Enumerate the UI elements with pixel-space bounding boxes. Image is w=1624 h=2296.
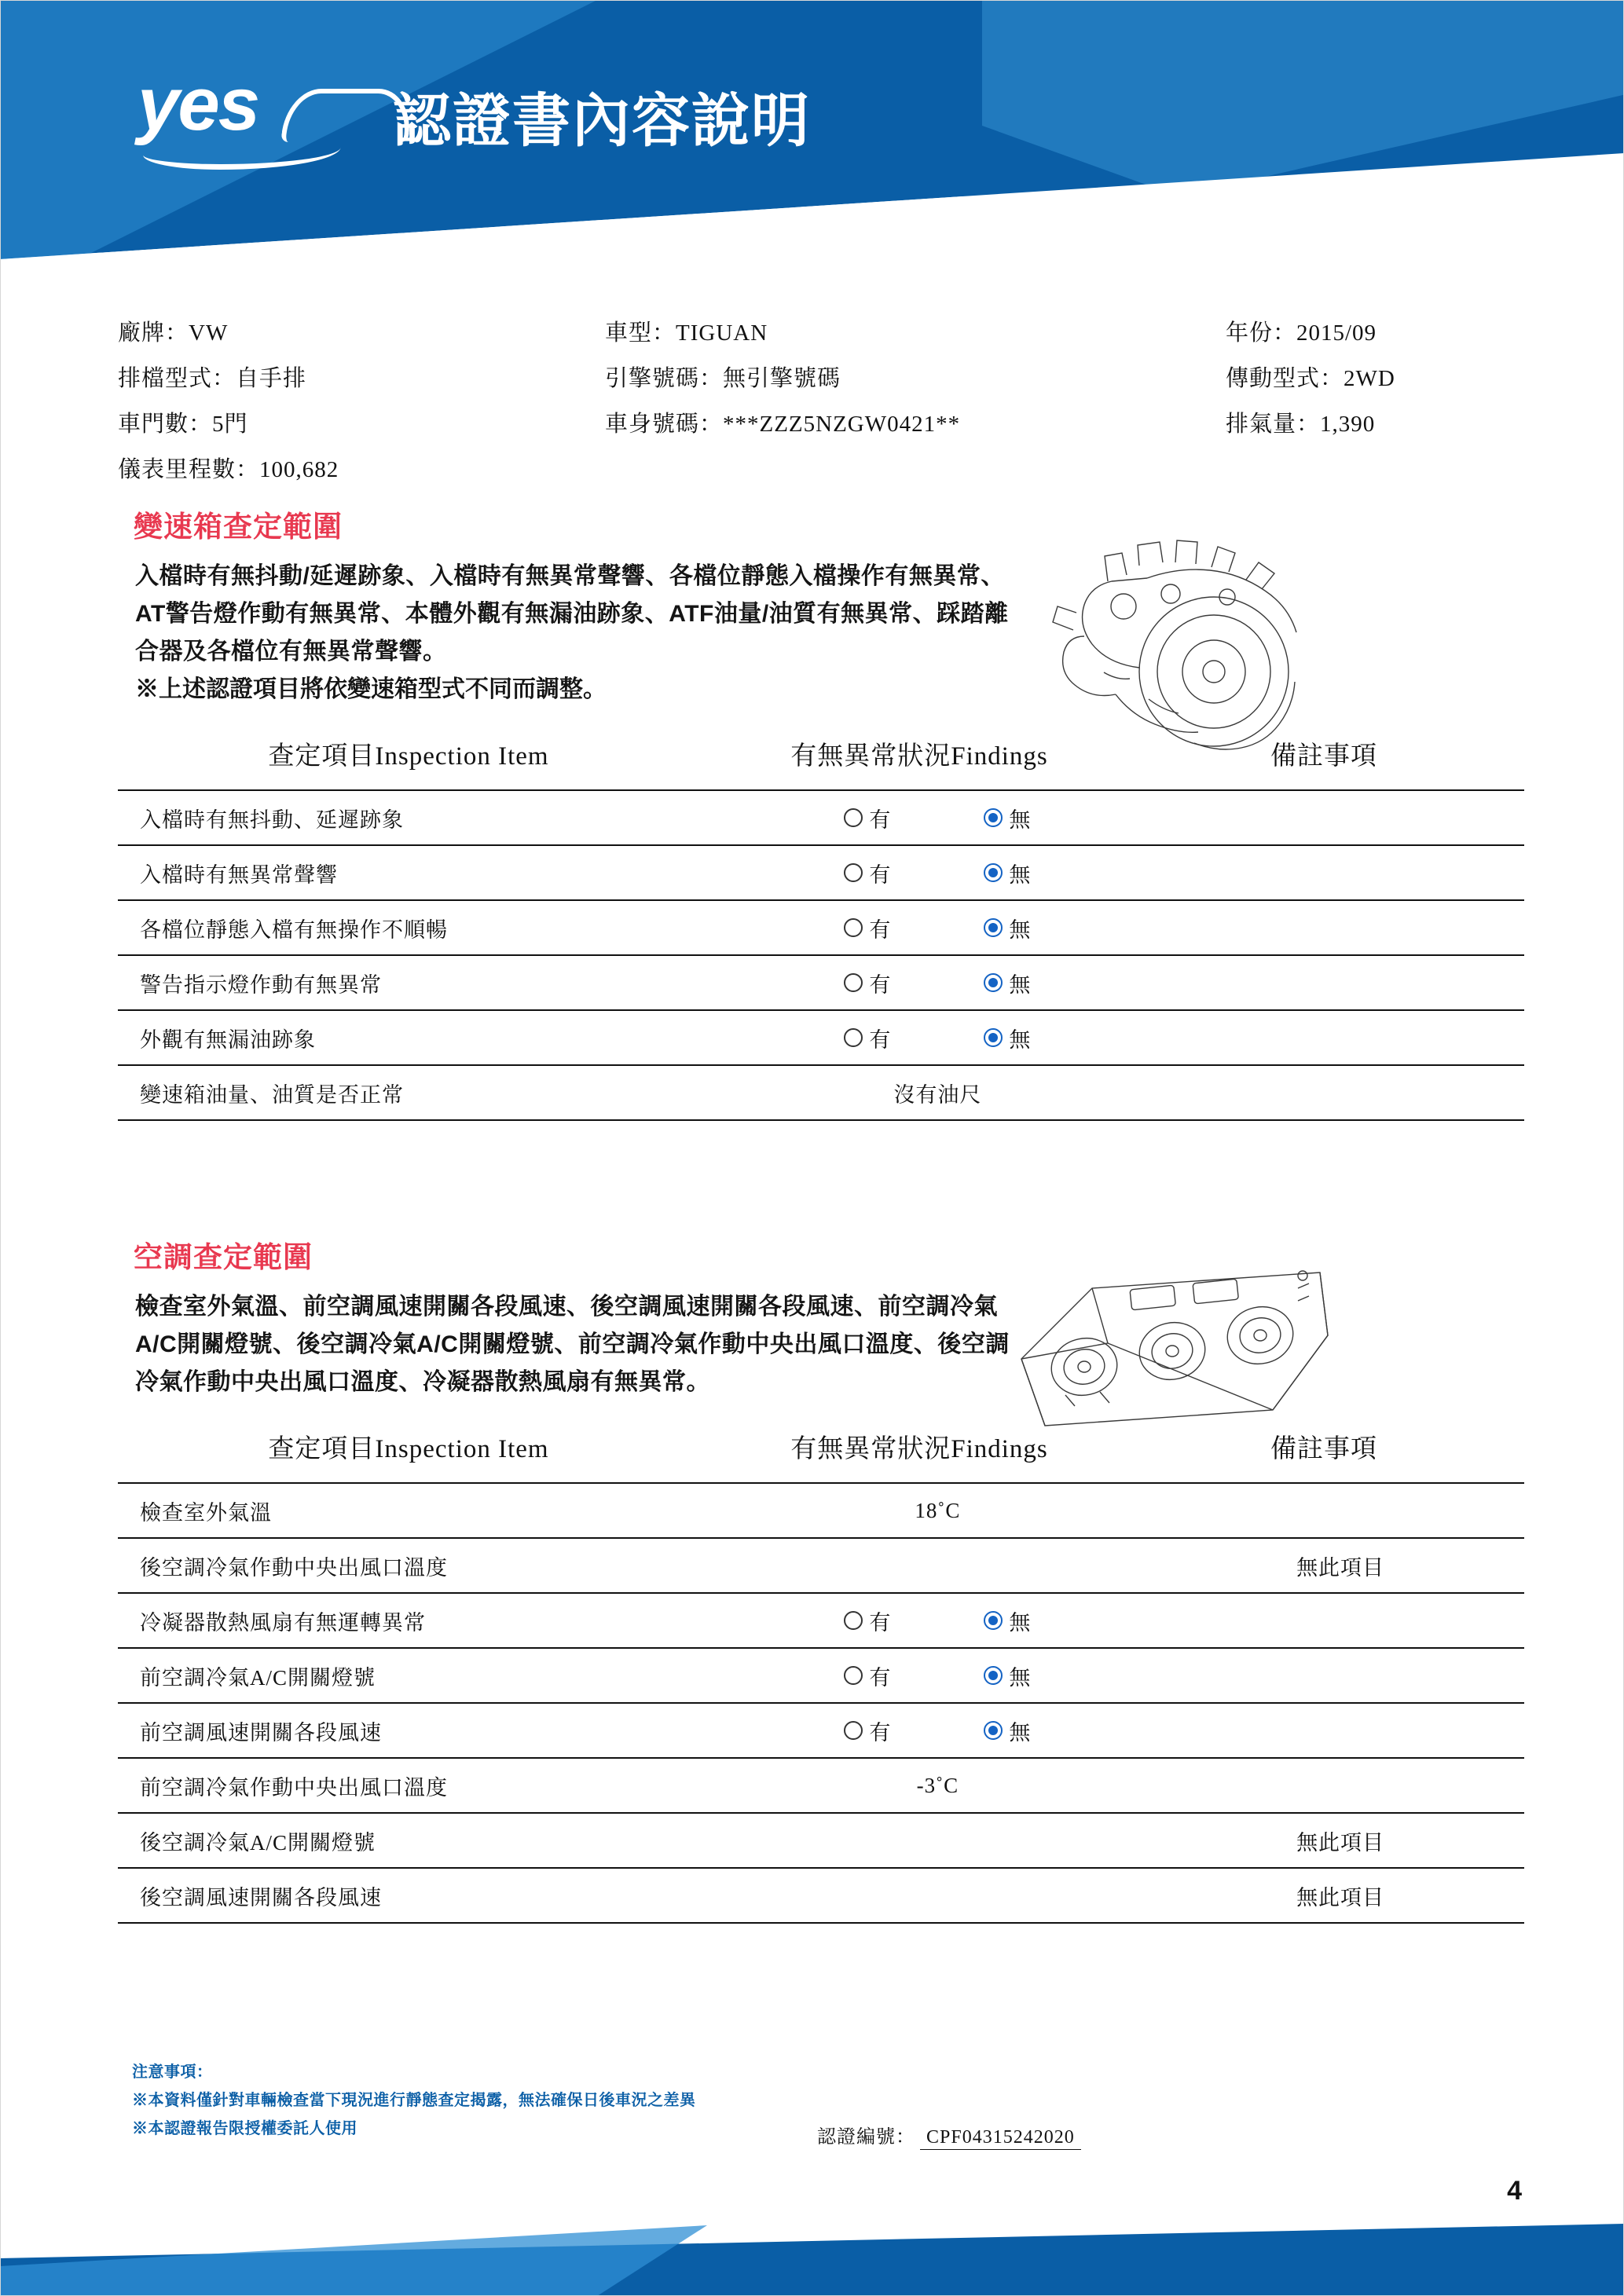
row-remark: 無此項目 <box>1296 1830 1385 1855</box>
radio-icon-yes[interactable] <box>844 973 863 992</box>
radio-icon-yes[interactable] <box>844 1721 863 1740</box>
table-row <box>118 1702 1524 1757</box>
page-header <box>0 0 1624 283</box>
radio-option-yes[interactable] <box>844 1661 891 1691</box>
radio-option-no[interactable] <box>984 803 1031 833</box>
certificate-number-label: 認證編號： <box>817 2127 915 2148</box>
vehicle-doors: 車門數：5門 <box>118 412 248 437</box>
radio-option-no[interactable] <box>984 1661 1031 1691</box>
section-air-conditioning <box>118 1233 1524 1924</box>
table-row <box>118 1592 1524 1647</box>
section-transmission <box>118 503 1524 1121</box>
vehicle-displacement: 排氣量：1,390 <box>1226 412 1376 437</box>
footer-note-2: ※本認證報告限授權委託人使用 <box>132 2120 357 2137</box>
radio-option-no[interactable] <box>984 968 1031 998</box>
footer-notes <box>132 2058 696 2143</box>
radio-option-yes[interactable] <box>844 858 891 888</box>
radio-label-yes: 有 <box>869 807 892 832</box>
row-item-label: 警告指示燈作動有無異常 <box>140 972 382 997</box>
radio-option-no[interactable] <box>984 913 1031 943</box>
column-header-remark: 備註事項 <box>1270 1435 1377 1463</box>
radio-label-no: 無 <box>1009 1027 1032 1052</box>
table-row <box>118 899 1524 954</box>
radio-label-no: 無 <box>1009 807 1032 832</box>
row-item-label: 入檔時有無抖動、延遲跡象 <box>140 807 404 832</box>
row-item-label: 前空調冷氣作動中央出風口溫度 <box>140 1775 448 1800</box>
vehicle-drive-type: 傳動型式：2WD <box>1226 366 1395 391</box>
radio-label-yes: 有 <box>869 917 892 942</box>
row-findings <box>719 803 1157 833</box>
section-title: 變速箱查定範圍 <box>134 511 343 543</box>
row-findings <box>719 1661 1157 1691</box>
vehicle-info-row <box>118 310 1524 356</box>
radio-option-yes[interactable] <box>844 968 891 998</box>
radio-option-yes[interactable] <box>844 913 891 943</box>
vehicle-info <box>118 310 1524 493</box>
radio-label-yes: 有 <box>869 862 892 887</box>
certificate-number-value: CPF04315242020 <box>920 2127 1081 2150</box>
vehicle-info-row <box>118 356 1524 401</box>
table-row <box>118 1757 1524 1812</box>
row-item-label: 前空調風速開關各段風速 <box>140 1720 382 1745</box>
column-header-findings: 有無異常狀況Findings <box>790 1435 1048 1463</box>
radio-icon-no[interactable] <box>984 1611 1003 1630</box>
table-row <box>118 1647 1524 1702</box>
vehicle-info-row <box>118 447 1524 493</box>
section-note: ※上述認證項目將依變速箱型式不同而調整。 <box>135 676 607 702</box>
radio-option-no[interactable] <box>984 858 1031 888</box>
radio-icon-no[interactable] <box>984 973 1003 992</box>
radio-option-yes[interactable] <box>844 1606 891 1636</box>
radio-icon-no[interactable] <box>984 863 1003 882</box>
table-row <box>118 789 1524 844</box>
table-row <box>118 1482 1524 1537</box>
table-row <box>118 1812 1524 1867</box>
row-item-label: 檢查室外氣溫 <box>140 1500 272 1525</box>
column-header-findings: 有無異常狀況Findings <box>790 742 1048 771</box>
vehicle-odometer: 儀表里程數：100,682 <box>118 457 339 482</box>
row-remark: 無此項目 <box>1296 1885 1385 1910</box>
vehicle-brand: 廠牌：VW <box>118 320 229 346</box>
radio-label-yes: 有 <box>869 1720 892 1745</box>
table-row <box>118 1064 1524 1121</box>
row-findings-text: 18˚C <box>915 1498 961 1522</box>
page-title: 認證書內容說明 <box>393 88 811 153</box>
certificate-number <box>817 2121 1081 2148</box>
row-findings-text: 沒有油尺 <box>893 1082 982 1107</box>
row-item-label: 冷凝器散熱風扇有無運轉異常 <box>140 1610 426 1635</box>
radio-icon-no[interactable] <box>984 1721 1003 1740</box>
page-number: 4 <box>1507 2176 1522 2206</box>
row-findings <box>719 858 1157 888</box>
radio-option-yes[interactable] <box>844 1023 891 1053</box>
radio-label-no: 無 <box>1009 972 1032 997</box>
radio-icon-yes[interactable] <box>844 808 863 827</box>
radio-option-no[interactable] <box>984 1023 1031 1053</box>
table-row <box>118 1537 1524 1592</box>
radio-icon-yes[interactable] <box>844 1028 863 1047</box>
vehicle-transmission-type: 排檔型式：自手排 <box>118 366 307 391</box>
row-item-label: 後空調冷氣A/C開關燈號 <box>140 1830 376 1855</box>
radio-label-yes: 有 <box>869 972 892 997</box>
row-item-label: 入檔時有無異常聲響 <box>140 862 338 887</box>
radio-icon-no[interactable] <box>984 808 1003 827</box>
footer-note-1: ※本資料僅針對車輛檢查當下現況進行靜態查定揭露，無法確保日後車況之差異 <box>132 2092 696 2109</box>
radio-icon-no[interactable] <box>984 1028 1003 1047</box>
row-findings <box>719 1023 1157 1053</box>
vehicle-info-row <box>118 401 1524 447</box>
radio-label-no: 無 <box>1009 862 1032 887</box>
vehicle-engine-number: 引擎號碼：無引擎號碼 <box>605 366 841 391</box>
radio-label-no: 無 <box>1009 1665 1032 1690</box>
radio-label-no: 無 <box>1009 1720 1032 1745</box>
row-findings-text: -3˚C <box>916 1773 959 1797</box>
vehicle-model: 車型：TIGUAN <box>605 320 768 346</box>
table-row <box>118 1867 1524 1924</box>
vehicle-vin: 車身號碼：***ZZZ5NZGW0421** <box>605 412 961 437</box>
radio-option-no[interactable] <box>984 1606 1031 1636</box>
logo-text: yes <box>137 62 259 146</box>
radio-label-yes: 有 <box>869 1610 892 1635</box>
ac-control-panel-illustration <box>990 1241 1351 1469</box>
row-item-label: 變速箱油量、油質是否正常 <box>140 1082 404 1107</box>
row-item-label: 各檔位靜態入檔有無操作不順暢 <box>140 917 448 942</box>
row-findings <box>719 913 1157 943</box>
row-findings <box>719 968 1157 998</box>
section-description: 檢查室外氣溫、前空調風速開關各段風速、後空調風速開關各段風速、前空調冷氣A/C開關燈號、後空調冷氣A/C開關燈號、前空調冷氣作動中央出風口溫度、後空調冷氣作動中央出風口溫度、冷凝器散熱風扇有無異常。 <box>135 1294 1010 1395</box>
row-item-label: 後空調冷氣作動中央出風口溫度 <box>140 1555 448 1580</box>
radio-icon-no[interactable] <box>984 918 1003 937</box>
section-title: 空調查定範圍 <box>134 1241 313 1273</box>
row-findings <box>719 1716 1157 1746</box>
section-description: 入檔時有無抖動/延遲跡象、入檔時有無異常聲響、各檔位靜態入檔操作有無異常、AT警告燈作動有無異常、本體外觀有無漏油跡象、ATF油量/油質有無異常、踩踏離合器及各檔位有無異常聲響。 <box>135 563 1009 665</box>
gearbox-illustration <box>1029 518 1328 778</box>
column-header-item: 查定項目Inspection Item <box>268 742 549 771</box>
radio-option-yes[interactable] <box>844 1716 891 1746</box>
column-header-item: 查定項目Inspection Item <box>268 1435 549 1463</box>
radio-label-yes: 有 <box>869 1665 892 1690</box>
row-item-label: 外觀有無漏油跡象 <box>140 1027 316 1052</box>
radio-icon-yes[interactable] <box>844 918 863 937</box>
yes-logo <box>137 62 389 161</box>
row-remark: 無此項目 <box>1296 1555 1385 1580</box>
table-row <box>118 954 1524 1009</box>
inspection-table-transmission <box>118 735 1524 1121</box>
table-row <box>118 844 1524 899</box>
radio-label-yes: 有 <box>869 1027 892 1052</box>
row-findings <box>719 1606 1157 1636</box>
radio-icon-no[interactable] <box>984 1666 1003 1685</box>
footer-notes-title: 注意事項： <box>132 2063 213 2081</box>
footer-band <box>0 2210 1624 2296</box>
radio-icon-yes[interactable] <box>844 1611 863 1630</box>
radio-option-yes[interactable] <box>844 803 891 833</box>
footer-band-light <box>0 2210 707 2296</box>
radio-icon-yes[interactable] <box>844 863 863 882</box>
row-item-label: 後空調風速開關各段風速 <box>140 1885 382 1910</box>
column-header-remark: 備註事項 <box>1270 742 1377 771</box>
radio-icon-yes[interactable] <box>844 1666 863 1685</box>
vehicle-year: 年份：2015/09 <box>1226 320 1377 346</box>
inspection-table-ac <box>118 1428 1524 1924</box>
radio-label-no: 無 <box>1009 917 1032 942</box>
radio-label-no: 無 <box>1009 1610 1032 1635</box>
table-row <box>118 1009 1524 1064</box>
radio-option-no[interactable] <box>984 1716 1031 1746</box>
row-item-label: 前空調冷氣A/C開關燈號 <box>140 1665 376 1690</box>
